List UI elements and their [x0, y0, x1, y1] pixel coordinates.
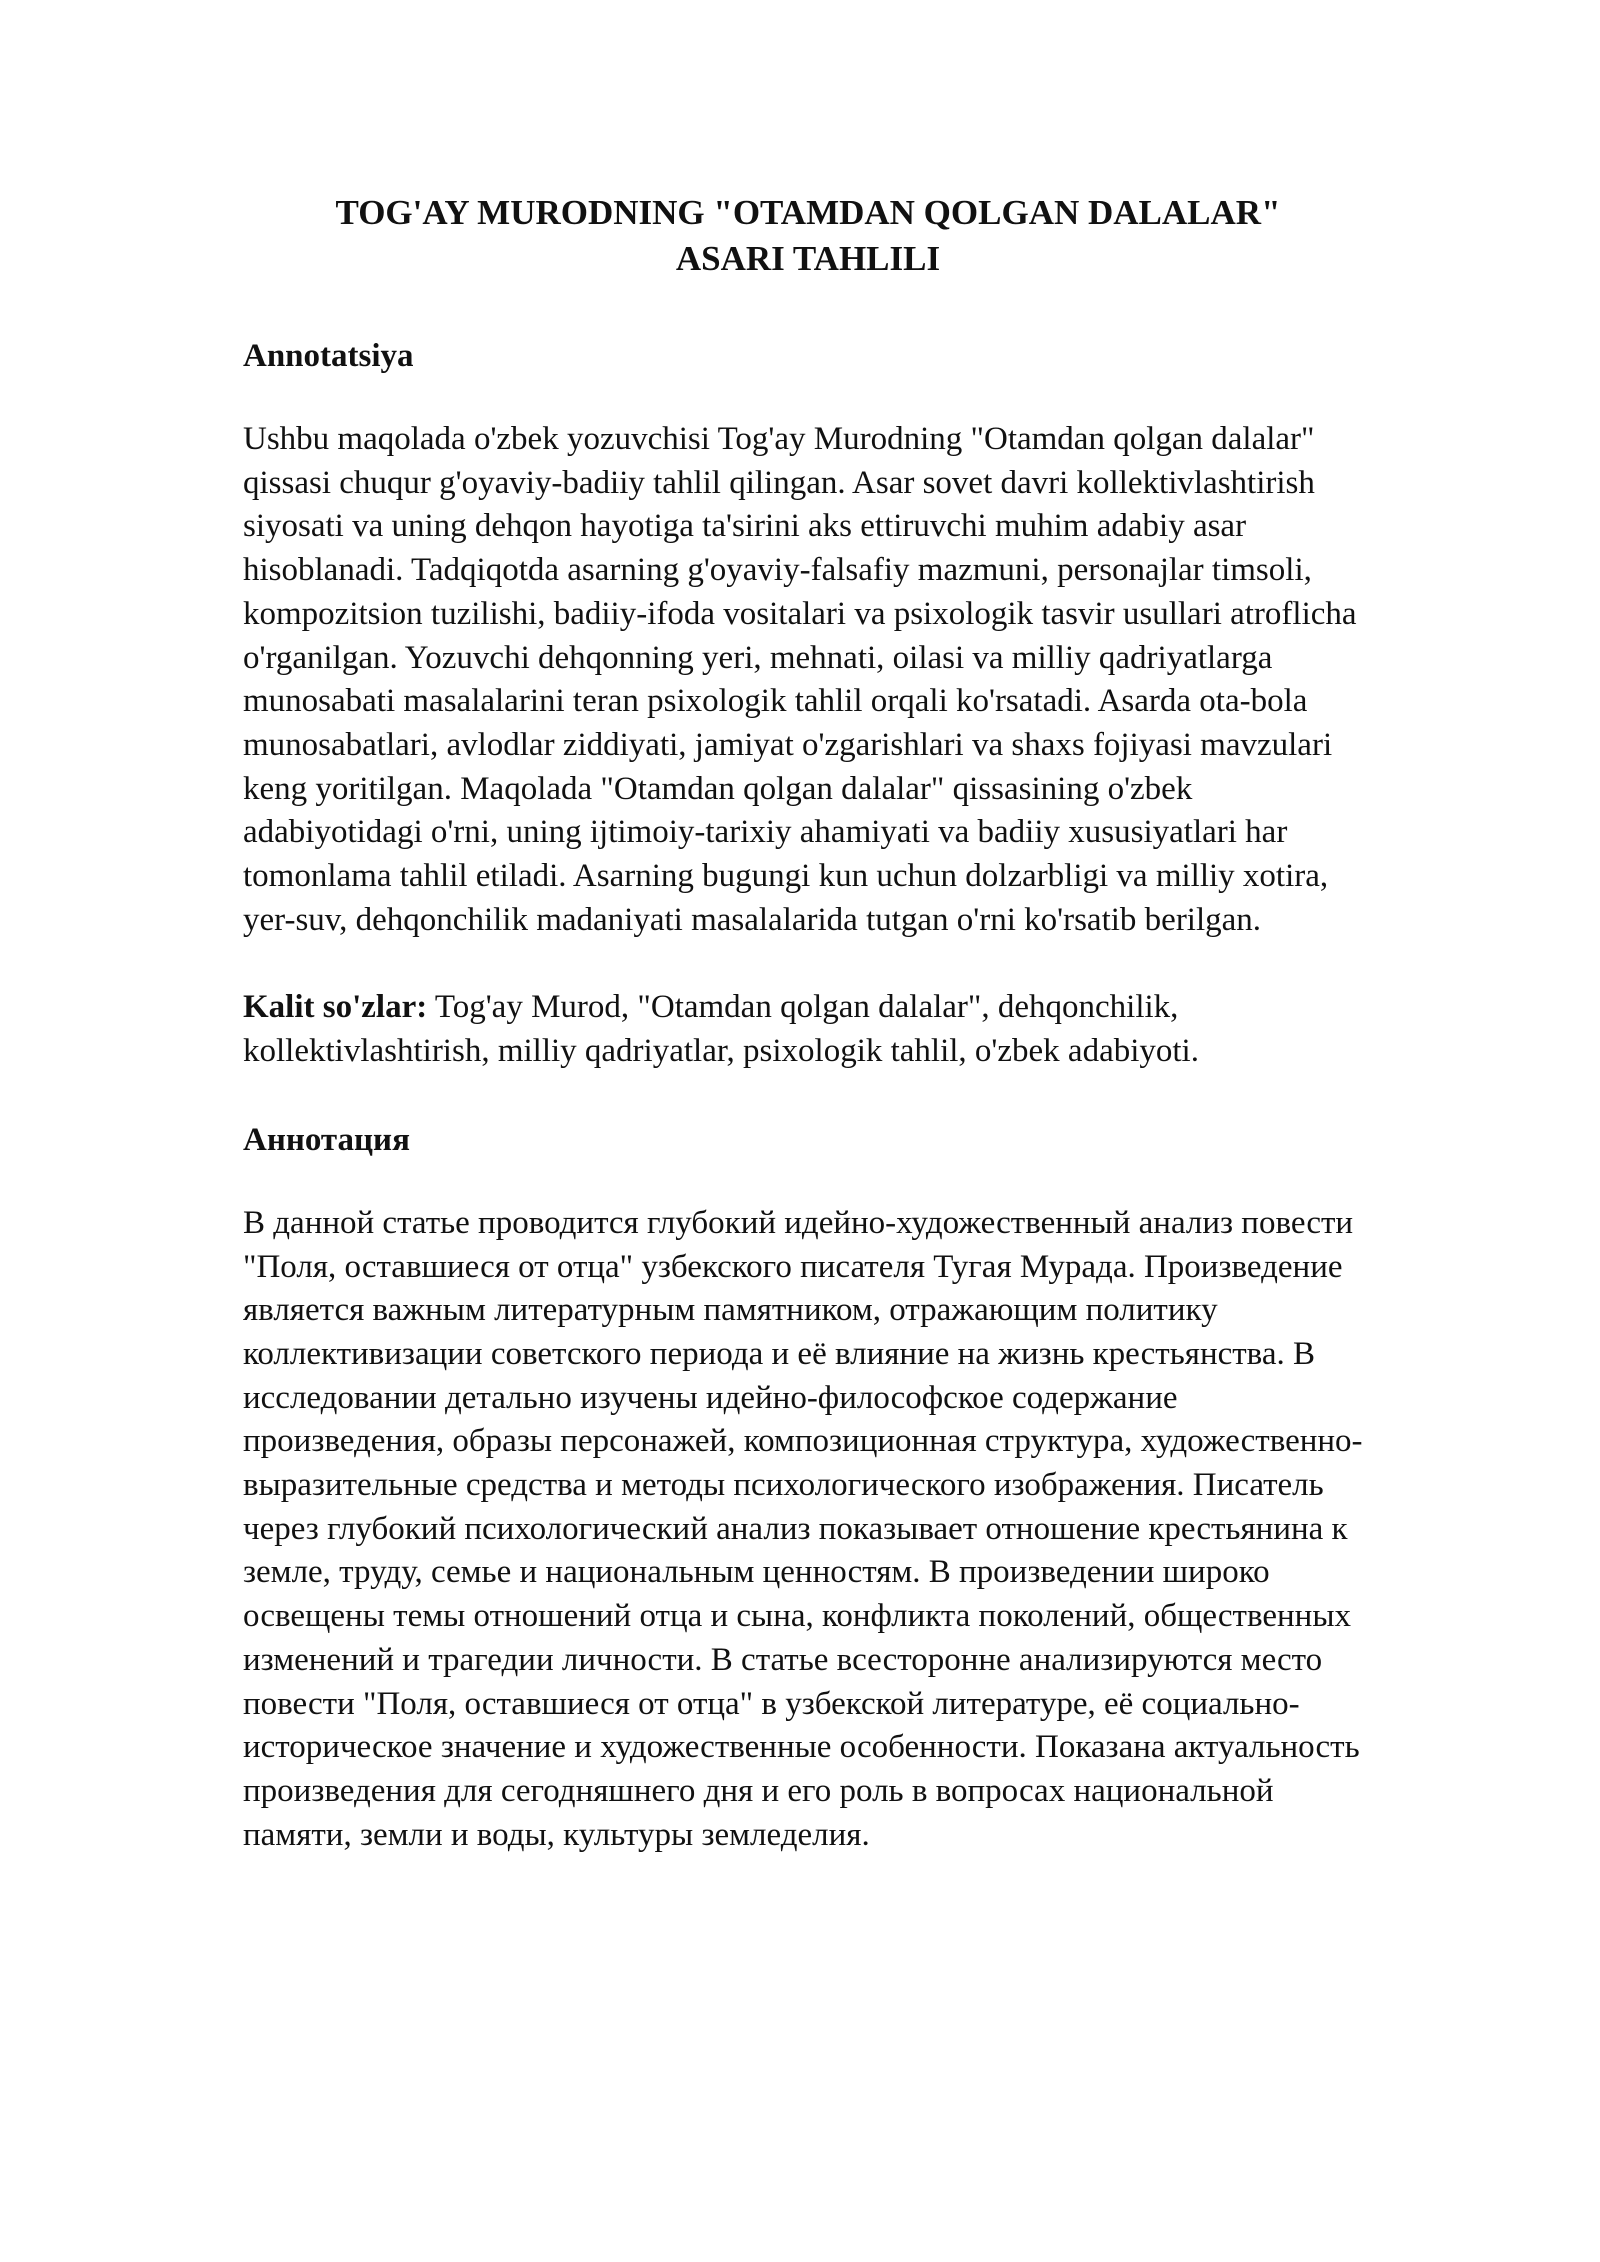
keywords-text: Tog'ay Murod, "Otamdan qolgan dalalar", dehqonchilik, kollektivlashtirish, milliy qadriyatlar, psixologik tahlil, o'zbek adabiyoti.	[243, 989, 1199, 1070]
keywords-paragraph	[243, 986, 1373, 1073]
annotation-uz-text: Ushbu maqolada o'zbek yozuvchisi Tog'ay Murodning "Otamdan qolgan dalalar" qissasi chuqur g'oyaviy-badiiy tahlil qilingan. Asar sovet davri kollektivlashtirish siyosati va uning dehqon hayotiga ta'sirini aks ettiruvchi muhim adabiy asar hisoblanadi. Tadqiqotda asarning g'oyaviy-falsafiy mazmuni, personajlar timsoli, kompozitsion tuzilishi, badiiy-ifoda vositalari va psixologik tasvir usullari atroflicha o'rganilgan. Yozuvchi dehqonning yeri, mehnati, oilasi va milliy qadriyatlarga munosabati masalalarini teran psixologik tahlil orqali ko'rsatadi. Asarda ota-bola munosabatlari, avlodlar ziddiyati, jamiyat o'zgarishlari va shaxs fojiyasi mavzulari keng yoritilgan. Maqolada "Otamdan qolgan dalalar" qissasining o'zbek adabiyotidagi o'rni, uning ijtimoiy-tarixiy ahamiyati va badiiy xususiyatlari har tomonlama tahlil etiladi. Asarning bugungi kun uchun dolzarbligi va milliy xotira, yer-suv, dehqonchilik madaniyati masalalarida tutgan o'rni ko'rsatib berilgan.	[243, 421, 1357, 938]
document-page	[243, 190, 1373, 1857]
keywords-label: Kalit so'zlar:	[243, 989, 428, 1026]
title-line-2: ASARI TAHLILI	[675, 239, 941, 278]
annotation-ru-heading: Аннотация	[243, 1121, 410, 1158]
annotation-uz-heading: Annotatsiya	[243, 338, 414, 374]
annotation-ru-text: В данной статье проводится глубокий идейно-художественный анализ повести "Поля, оставшиеся от отца" узбекского писателя Тугая Мурада. Произведение является важным литературным памятником, отражающим политику коллективизации советского периода и её влияние на жизнь крестьянства. В исследовании детально изучены идейно-философское содержание произведения, образы персонажей, композиционная структура, художественно-выразительные средства и методы психологического изображения. Писатель через глубокий психологический анализ показывает отношение крестьянина к земле, труду, семье и национальным ценностям. В произведении широко освещены темы отношений отца и сына, конфликта поколений, общественных изменений и трагедии личности. В статье всесторонне анализируются место повести "Поля, оставшиеся от отца" в узбекской литературе, её социально-историческое значение и художественные особенности. Показана актуальность произведения для сегодняшнего дня и его роль в вопросах национальной памяти, земли и воды, культуры земледелия.	[243, 1204, 1363, 1853]
document-title	[243, 190, 1373, 282]
title-line-1: TOG'AY MURODNING "OTAMDAN QOLGAN DALALAR"	[335, 193, 1281, 232]
